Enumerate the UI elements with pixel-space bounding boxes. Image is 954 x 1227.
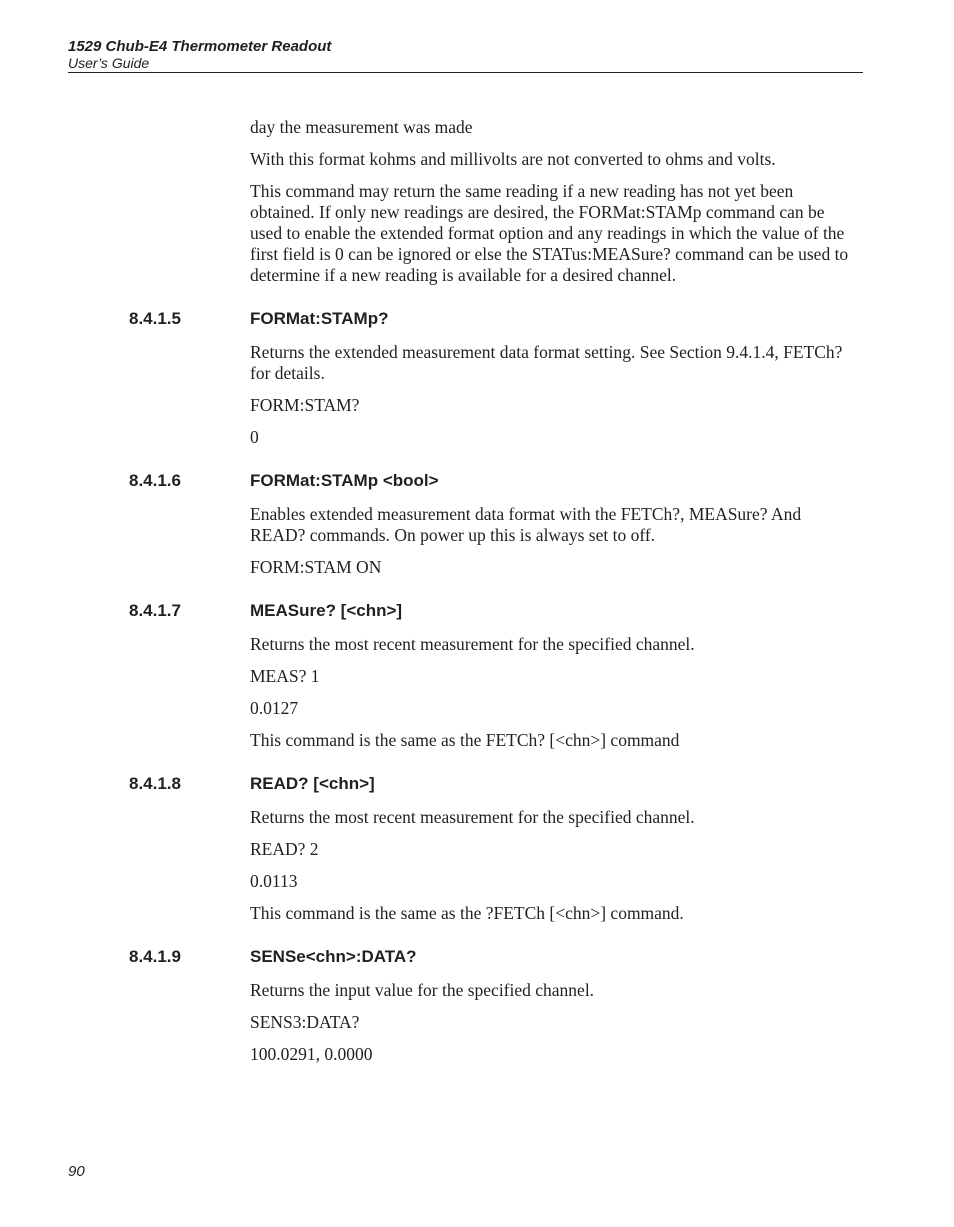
section-title: FORMat:STAMp <bool> — [250, 471, 439, 490]
section-title: SENSe<chn>:DATA? — [250, 947, 417, 966]
section-heading — [0, 947, 954, 967]
body-paragraph: Returns the input value for the specified channel. — [250, 980, 595, 1000]
command-example: SENS3:DATA? — [250, 1012, 360, 1032]
section-heading — [0, 309, 954, 329]
body-paragraph: Returns the most recent measurement for the specified channel. — [250, 807, 695, 827]
section-heading — [0, 471, 954, 491]
response-example: 0.0127 — [250, 698, 299, 718]
response-example: 100.0291, 0.0000 — [250, 1044, 373, 1064]
section-number: 8.4.1.9 — [129, 947, 181, 966]
page-number: 90 — [68, 1163, 85, 1180]
section-title: READ? [<chn>] — [250, 774, 375, 793]
page-content — [0, 117, 954, 1076]
response-example: 0 — [250, 427, 259, 447]
body-paragraph: Returns the extended measurement data format setting. See Section 9.4.1.4, FETCh? for details. — [250, 342, 843, 383]
page-header — [68, 38, 863, 71]
command-example: FORM:STAM ON — [250, 557, 382, 577]
section-number: 8.4.1.6 — [129, 471, 181, 490]
section-title: FORMat:STAMp? — [250, 309, 389, 328]
document-title: 1529 Chub-E4 Thermometer Readout — [68, 38, 332, 55]
body-paragraph: This command may return the same reading if a new reading has not yet been obtained. If only new readings are desired, the FORMat:STAMp command can be used to enable the extended format option and any readings in which the value of the first field is 0 can be ignored or else the STATus:MEASure? command can be used to determine if a new reading is available for a desired channel. — [250, 181, 849, 285]
section-title: MEASure? [<chn>] — [250, 601, 403, 620]
command-example: MEAS? 1 — [250, 666, 320, 686]
body-paragraph: Returns the most recent measurement for the specified channel. — [250, 634, 695, 654]
command-example: READ? 2 — [250, 839, 319, 859]
body-paragraph: day the measurement was made — [250, 117, 473, 137]
document-subtitle: User’s Guide — [68, 55, 150, 71]
header-divider — [68, 72, 863, 73]
response-example: 0.0113 — [250, 871, 298, 891]
section-number: 8.4.1.7 — [129, 601, 181, 620]
body-paragraph: With this format kohms and millivolts are not converted to ohms and volts. — [250, 149, 776, 169]
body-paragraph: This command is the same as the ?FETCh [<chn>] command. — [250, 903, 684, 923]
command-example: FORM:STAM? — [250, 395, 360, 415]
body-paragraph: This command is the same as the FETCh? [<chn>] command — [250, 730, 680, 750]
section-heading — [0, 774, 954, 794]
body-paragraph: Enables extended measurement data format with the FETCh?, MEASure? And READ? commands. On power up this is always set to off. — [250, 504, 802, 545]
section-number: 8.4.1.5 — [129, 309, 181, 328]
section-number: 8.4.1.8 — [129, 774, 181, 793]
section-heading — [0, 601, 954, 621]
